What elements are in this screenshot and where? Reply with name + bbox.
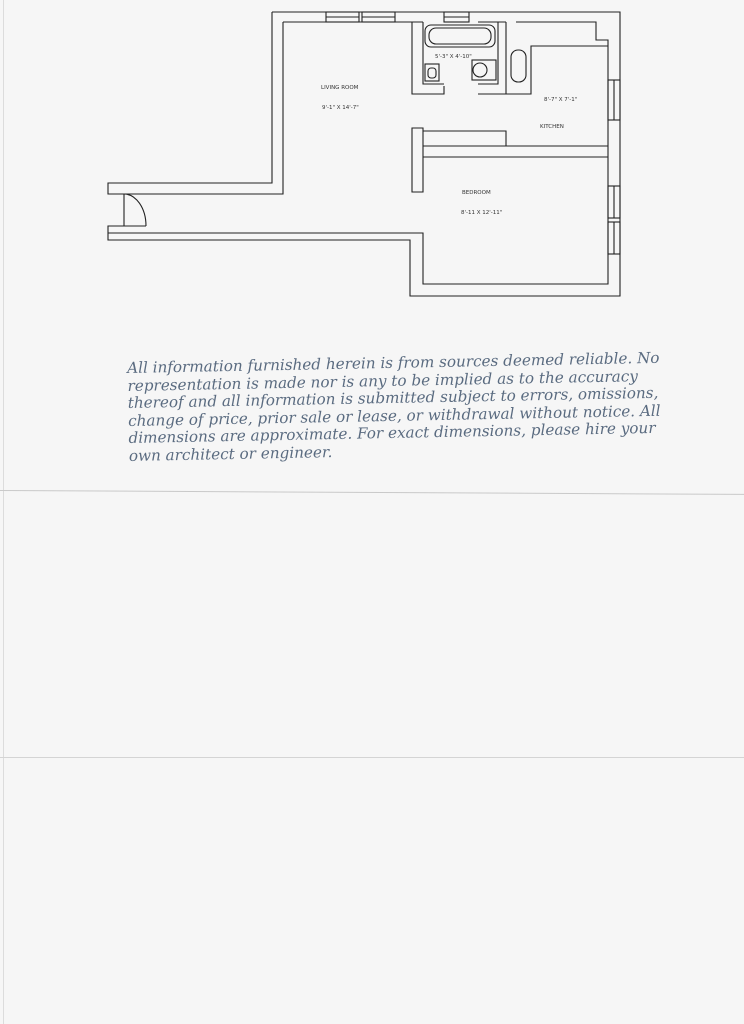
sink bbox=[472, 60, 496, 80]
living-room-dims: 9'-1" X 14'-7" bbox=[322, 105, 359, 111]
bathroom-dims: 5'-3" X 4'-10" bbox=[435, 54, 472, 60]
living-room-name: LIVING ROOM bbox=[321, 85, 359, 91]
wall-living-left bbox=[108, 12, 283, 194]
floor-plan bbox=[0, 0, 744, 310]
wall-top bbox=[108, 12, 620, 296]
bedroom-name: BEDROOM bbox=[462, 190, 491, 196]
entry-door-leaf bbox=[108, 194, 124, 226]
kitchen-name: KITCHEN bbox=[540, 124, 564, 130]
wall-bedroom-left bbox=[412, 128, 423, 192]
disclaimer-text: All information furnished herein is from sources deemed reliable. No representation is made nor is any to be implied as to the accuracy thereof and all information is submitted subject to errors, omissions, change of price, prior sale or lease, or withdrawal without notice. All dimensions are approximate. For exact dimensions, please hire your own architect or engineer. bbox=[126, 348, 661, 465]
scan-divider-1 bbox=[0, 490, 744, 495]
kitchen-dims: 8'-7" X 7'-1" bbox=[544, 97, 578, 103]
kitchen-sink bbox=[511, 50, 526, 82]
bedroom-dims: 8'-11 X 12'-11" bbox=[461, 210, 503, 216]
wall-top-inner bbox=[108, 22, 608, 284]
wall-kitchen-bottom bbox=[423, 131, 608, 157]
entry-door-swing bbox=[124, 194, 146, 226]
scan-divider-2 bbox=[0, 757, 744, 758]
